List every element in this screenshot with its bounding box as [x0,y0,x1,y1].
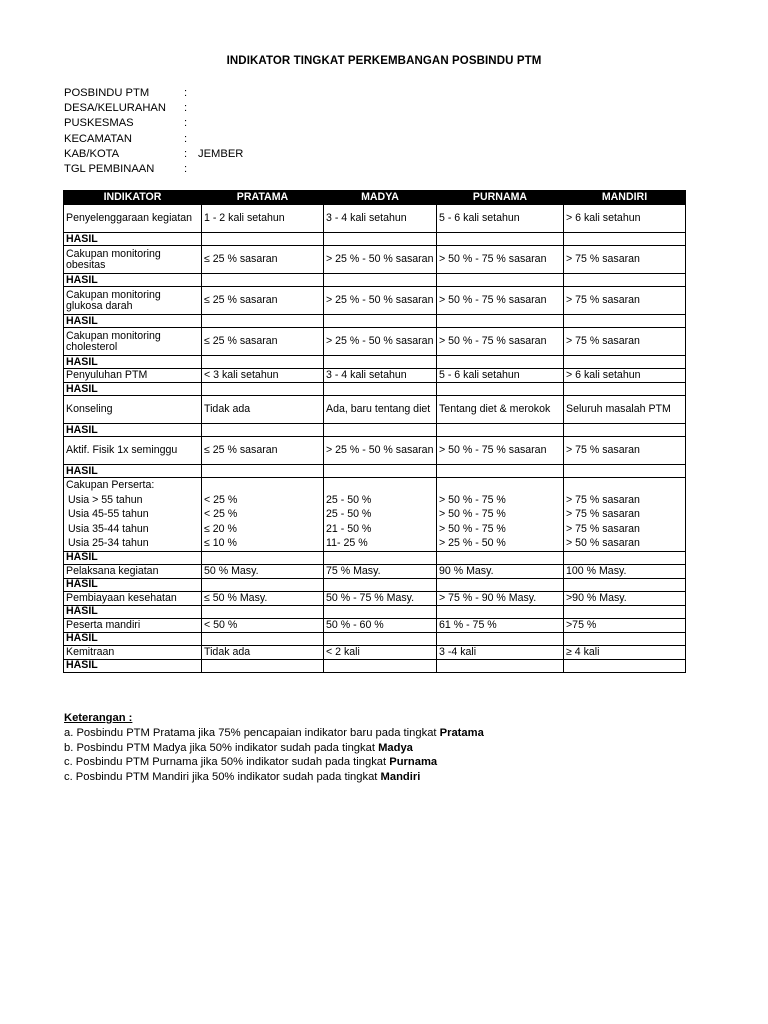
indikator-cell: Penyuluhan PTM [64,369,202,383]
hasil-label: HASIL [64,383,202,396]
hasil-cell [564,659,686,672]
peserta-pratama-cell [202,478,324,552]
hasil-cell [202,632,324,645]
note-text: c. Posbindu PTM Purnama jika 50% indikator sudah pada tingkat [64,756,390,769]
hasil-cell [324,465,437,478]
table-row [64,246,686,274]
purnama-cell: > 50 % - 75 % sasaran [437,246,564,274]
madya-cell: > 25 % - 50 % sasaran [324,437,437,465]
pratama-cell: Tidak ada [202,645,324,659]
hasil-cell [324,578,437,591]
note-level: Madya [378,741,413,754]
peserta-value: > 50 % - 75 % [439,508,506,520]
header-label: POSBINDU PTM [64,86,150,99]
peserta-value: ≤ 20 % [204,522,237,535]
peserta-value: 25 - 50 % [326,493,372,506]
peserta-value: > 75 % sasaran [566,493,640,506]
hasil-label: HASIL [64,315,202,328]
madya-cell: 50 % - 60 % [324,618,437,632]
hasil-row [64,315,686,328]
pratama-cell: ≤ 25 % sasaran [202,287,324,315]
hasil-cell [324,356,437,369]
note-item [64,741,484,756]
madya-cell: 3 - 4 kali setahun [324,205,437,233]
hasil-cell [437,274,564,287]
indikator-cell: Peserta mandiri [64,618,202,632]
hasil-cell [437,356,564,369]
pratama-cell: ≤ 25 % sasaran [202,437,324,465]
note-item [64,726,484,741]
hasil-row [64,424,686,437]
madya-cell: > 25 % - 50 % sasaran [324,246,437,274]
hasil-cell [564,632,686,645]
purnama-cell: 3 -4 kali [437,645,564,659]
table-row [64,618,686,632]
mandiri-cell: > 75 % sasaran [564,328,686,356]
mandiri-cell: > 75 % sasaran [564,287,686,315]
madya-cell: 3 - 4 kali setahun [324,369,437,383]
header-colon: : [184,163,188,176]
purnama-cell: 61 % - 75 % [437,618,564,632]
mandiri-cell: 100 % Masy. [564,564,686,578]
hasil-cell [202,233,324,246]
header-fields [64,85,364,177]
peserta-value: < 25 % [204,508,238,520]
hasil-row [64,551,686,564]
mandiri-cell: > 6 kali setahun [564,205,686,233]
hasil-row [64,383,686,396]
table-row [64,369,686,383]
header-colon: : [184,117,188,130]
hasil-cell [437,383,564,396]
purnama-cell: > 50 % - 75 % sasaran [437,328,564,356]
mandiri-cell: >75 % [564,618,686,632]
pratama-cell: ≤ 50 % Masy. [202,591,324,605]
table-header-row [64,191,686,205]
hasil-label: HASIL [64,632,202,645]
peserta-value: > 50 % - 75 % [439,493,506,506]
hasil-cell [202,356,324,369]
hasil-cell [324,424,437,437]
note-level: Pratama [439,726,484,739]
header-label: KAB/KOTA [64,147,120,160]
document-title: INDIKATOR TINGKAT PERKEMBANGAN POSBINDU PTM [226,55,542,67]
peserta-value: 11- 25 % [326,537,368,549]
pratama-cell: < 50 % [202,618,324,632]
hasil-cell [324,233,437,246]
indikator-cell: Pelaksana kegiatan [64,564,202,578]
hasil-cell [202,274,324,287]
purnama-cell: > 75 % - 90 % Masy. [437,591,564,605]
header-row [64,146,364,161]
peserta-age: Usia 25-34 tahun [68,537,149,549]
peserta-value: < 25 % [204,493,238,506]
purnama-cell: 5 - 6 kali setahun [437,205,564,233]
hasil-label: HASIL [64,356,202,369]
hasil-label: HASIL [64,605,202,618]
hasil-cell [324,659,437,672]
note-level: Mandiri [380,771,421,784]
peserta-indikator-cell [64,478,202,552]
peserta-age: Usia > 55 tahun [68,493,143,506]
hasil-row [64,465,686,478]
hasil-row [64,605,686,618]
header-colon: : [184,86,188,99]
column-header: MADYA [324,191,437,205]
header-value: JEMBER [198,147,244,160]
peserta-value: 25 - 50 % [326,508,372,520]
mandiri-cell: > 75 % sasaran [564,246,686,274]
hasil-cell [564,315,686,328]
hasil-label: HASIL [64,659,202,672]
hasil-label: HASIL [64,233,202,246]
mandiri-cell: > 6 kali setahun [564,369,686,383]
madya-cell: Ada, baru tentang diet [324,396,437,424]
hasil-cell [324,605,437,618]
peserta-purnama-cell [437,478,564,552]
pratama-cell: < 3 kali setahun [202,369,324,383]
header-label: KECAMATAN [64,132,132,145]
indikator-cell: Cakupan monitoring obesitas [64,246,202,274]
mandiri-cell: >90 % Masy. [564,591,686,605]
hasil-cell [202,551,324,564]
pratama-cell: ≤ 25 % sasaran [202,246,324,274]
indikator-cell: Cakupan monitoring cholesterol [64,328,202,356]
table-row [64,396,686,424]
hasil-cell [324,315,437,328]
hasil-row [64,578,686,591]
hasil-cell [437,632,564,645]
madya-cell: < 2 kali [324,645,437,659]
hasil-label: HASIL [64,551,202,564]
hasil-row [64,659,686,672]
peserta-row [64,478,686,552]
indikator-cell: Penyelenggaraan kegiatan [64,205,202,233]
table-row [64,591,686,605]
hasil-cell [202,659,324,672]
hasil-label: HASIL [64,578,202,591]
peserta-title: Cakupan Perserta: [66,479,155,491]
notes-title: Keterangan : [64,712,133,724]
note-level: Purnama [389,756,438,769]
hasil-row [64,274,686,287]
pratama-cell: ≤ 25 % sasaran [202,328,324,356]
hasil-label: HASIL [64,424,202,437]
column-header: PURNAMA [437,191,564,205]
hasil-cell [202,465,324,478]
header-colon: : [184,101,188,114]
column-header: PRATAMA [202,191,324,205]
peserta-value: > 25 % - 50 % [439,537,506,549]
notes-section [64,711,484,785]
hasil-cell [324,383,437,396]
hasil-cell [324,551,437,564]
peserta-age: Usia 45-55 tahun [68,508,149,520]
hasil-cell [437,605,564,618]
table-row [64,287,686,315]
indicator-table [63,190,686,673]
peserta-value: > 75 % sasaran [566,522,640,535]
hasil-cell [202,383,324,396]
header-label: DESA/KELURAHAN [64,101,166,114]
hasil-cell [564,578,686,591]
pratama-cell: 50 % Masy. [202,564,324,578]
header-row [64,161,364,176]
table-row [64,328,686,356]
mandiri-cell: > 75 % sasaran [564,437,686,465]
indikator-cell: Pembiayaan kesehatan [64,591,202,605]
peserta-mandiri-cell [564,478,686,552]
hasil-row [64,356,686,369]
hasil-cell [202,578,324,591]
peserta-age: Usia 35-44 tahun [68,522,149,535]
hasil-cell [564,274,686,287]
hasil-label: HASIL [64,274,202,287]
hasil-cell [437,578,564,591]
hasil-cell [324,632,437,645]
header-row [64,131,364,146]
hasil-cell [564,465,686,478]
pratama-cell: 1 - 2 kali setahun [202,205,324,233]
note-text: c. Posbindu PTM Mandiri jika 50% indikator sudah pada tingkat [64,771,381,784]
note-text: a. Posbindu PTM Pratama jika 75% pencapaian indikator baru pada tingkat [64,726,440,739]
madya-cell: 50 % - 75 % Masy. [324,591,437,605]
peserta-madya-cell [324,478,437,552]
indikator-cell: Aktif. Fisik 1x seminggu [64,437,202,465]
hasil-row [64,632,686,645]
hasil-cell [437,465,564,478]
peserta-value: > 75 % sasaran [566,508,640,520]
note-item [64,755,484,770]
purnama-cell: Tentang diet & merokok [437,396,564,424]
column-header: INDIKATOR [64,191,202,205]
hasil-cell [202,605,324,618]
peserta-value: 21 - 50 % [326,522,372,535]
table-row [64,437,686,465]
indikator-cell: Cakupan monitoring glukosa darah [64,287,202,315]
table-row [64,564,686,578]
hasil-cell [324,274,437,287]
hasil-cell [437,659,564,672]
hasil-cell [437,233,564,246]
hasil-cell [202,424,324,437]
header-label: PUSKESMAS [64,117,134,130]
header-colon: : [184,147,188,160]
purnama-cell: 5 - 6 kali setahun [437,369,564,383]
header-label: TGL PEMBINAAN [64,163,155,176]
purnama-cell: > 50 % - 75 % sasaran [437,287,564,315]
indikator-cell: Konseling [64,396,202,424]
mandiri-cell: Seluruh masalah PTM [564,396,686,424]
hasil-cell [437,424,564,437]
hasil-cell [564,605,686,618]
hasil-cell [437,551,564,564]
column-header: MANDIRI [564,191,686,205]
hasil-cell [437,315,564,328]
header-row [64,100,364,115]
table-row [64,645,686,659]
hasil-cell [564,356,686,369]
purnama-cell: > 50 % - 75 % sasaran [437,437,564,465]
purnama-cell: 90 % Masy. [437,564,564,578]
header-row [64,85,364,100]
table-row [64,205,686,233]
peserta-value: ≤ 10 % [204,537,237,549]
note-item [64,770,484,785]
note-text: b. Posbindu PTM Madya jika 50% indikator sudah pada tingkat [64,741,379,754]
peserta-value: > 50 % sasaran [566,537,640,549]
madya-cell: > 25 % - 50 % sasaran [324,328,437,356]
header-colon: : [184,132,188,145]
hasil-cell [202,315,324,328]
madya-cell: 75 % Masy. [324,564,437,578]
madya-cell: > 25 % - 50 % sasaran [324,287,437,315]
hasil-cell [564,233,686,246]
pratama-cell: Tidak ada [202,396,324,424]
hasil-cell [564,383,686,396]
hasil-row [64,233,686,246]
hasil-label: HASIL [64,465,202,478]
hasil-cell [564,551,686,564]
header-row [64,116,364,131]
indikator-cell: Kemitraan [64,645,202,659]
hasil-cell [564,424,686,437]
peserta-value: > 50 % - 75 % [439,522,506,535]
mandiri-cell: ≥ 4 kali [564,645,686,659]
